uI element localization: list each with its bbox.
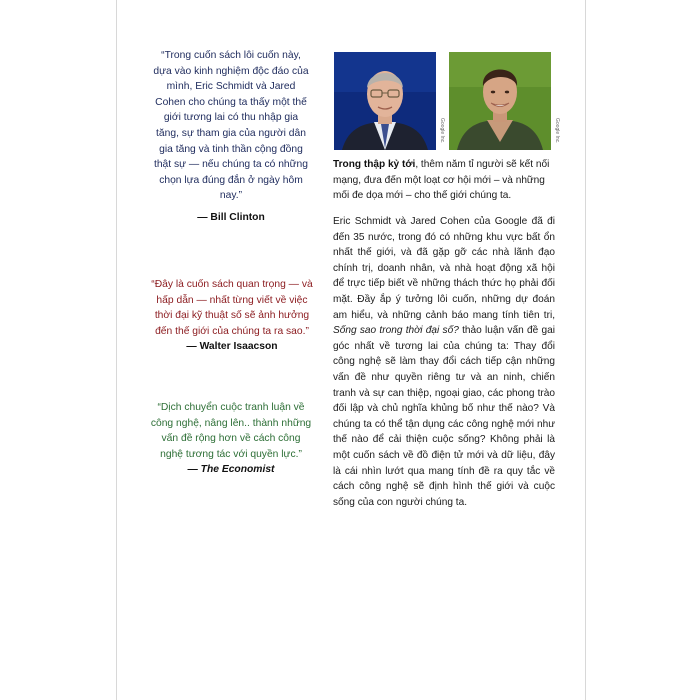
portrait-illustration (449, 52, 551, 150)
quote-the-economist (150, 400, 312, 478)
quote-walter-isaacson (150, 277, 314, 355)
photo-credit: Google Inc. (554, 118, 560, 144)
author-photo-jared-cohen (449, 52, 551, 150)
photo-credit: Google Inc. (439, 118, 445, 144)
intro-lead: Trong thập kỷ tới (333, 159, 416, 170)
book-title-italic: Sống sao trong thời đại số? (333, 325, 459, 337)
quote-bill-clinton (152, 48, 310, 226)
intro-paragraph (333, 157, 555, 204)
attribution-dash: — (187, 464, 201, 476)
author-photo-eric-schmidt (334, 52, 436, 150)
description-part1: Eric Schmidt và Jared Cohen của Google đã đi đến 35 nước, trong đó có những khu vực bất ổn nhất thế giới, và đã gặp gỡ các nhà lãnh đạo chính trị, doanh nhân, và nhà hoạt động xã hội để trực tiếp biết về những thách thức họ phải đối mặt. Đầy ắp ý tưởng lôi cuốn, những dự đoán am hiểu, và những cảnh báo mang tính tiên tri, (333, 216, 555, 321)
quote-attribution: — Walter Isaacson (186, 341, 278, 353)
quote-text: “Đây là cuốn sách quan trọng — và hấp dẫn — nhất từng viết về việc thời đại kỹ thuật số sẽ ảnh hưởng đến thế giới của chúng ta ra sao.” (151, 279, 313, 337)
quote-attribution: — Bill Clinton (197, 211, 265, 223)
quote-text: “Trong cuốn sách lôi cuốn này, dựa vào kinh nghiệm độc đáo của mình, Eric Schmidt và Jared Cohen cho chúng ta thấy một thế giới tương lai có thu nhập gia tăng, sự tham gia của người dân gia tăng và tinh thần cộng đồng thật sự — nếu chúng ta có những chọn lựa đúng đắn ở ngày hôm nay.” (153, 50, 309, 202)
intro-rest: , thêm năm tỉ người sẽ kết nối mạng, đưa đến một loạt cơ hội mới – và những mối đe dọa mới – cho thế giới chúng ta. (333, 159, 550, 202)
attribution-name: The Economist (200, 464, 275, 476)
quote-text: “Dịch chuyển cuộc tranh luận về công nghệ, nâng lên.. thành những vấn đề rộng hơn về cách công nghệ tương tác với quyền lực.” (150, 402, 312, 460)
description-paragraph (333, 214, 555, 510)
portrait-illustration (334, 52, 436, 150)
description-part2: thảo luận vấn đề gai góc nhất về tương lai của chúng ta: Thay đổi công nghệ sẽ làm thay đổi cách tiếp cận những vấn đề như quyền riêng tư và an ninh, chiến tranh và sự can thiệp, ngoại giao, các phong trào đối lập và chủ nghĩa khủng bố như thế nào? Và chúng ta có thể tận dụng các công nghệ mới như thế nào để cải thiện cuộc sống? Không phải là một cuốn sách về đồ điện tử mới và dữ liệu, đây là cái nhìn lướt qua mang tính đề ra quy tắc về cách công nghệ sẽ định hình thế giới và cuộc sống của con người chúng ta. (333, 325, 555, 508)
quote-attribution (150, 462, 312, 478)
